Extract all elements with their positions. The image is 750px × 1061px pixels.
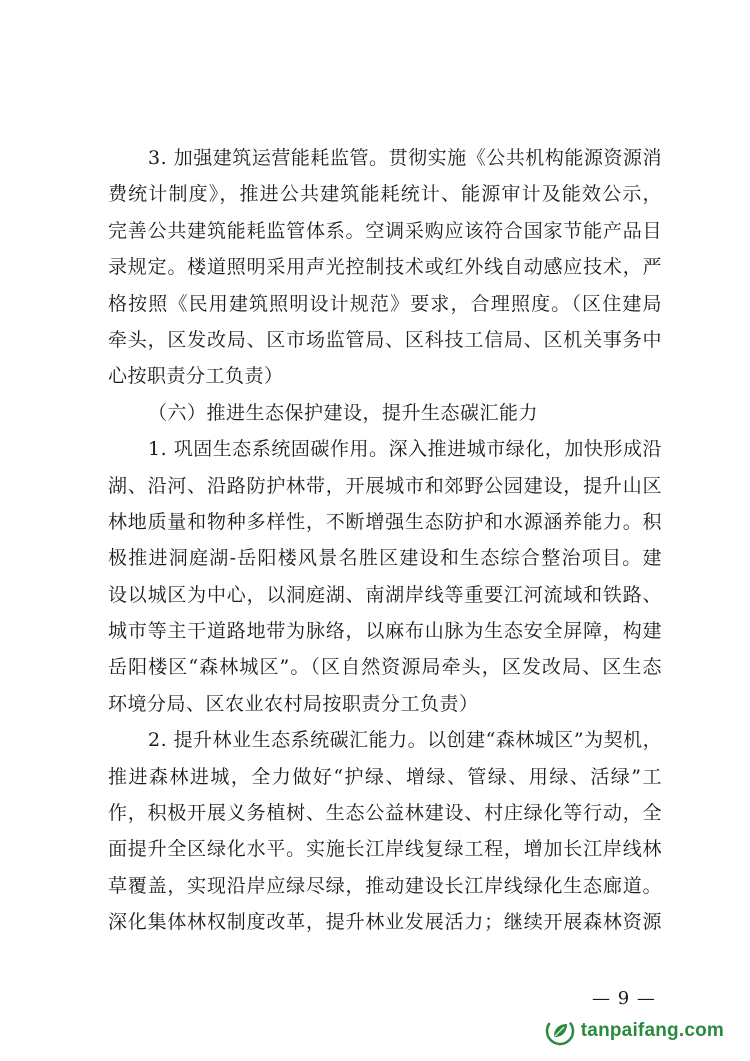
site-watermark[interactable] — [539, 1015, 734, 1047]
paragraph-line: 林地质量和物种多样性，不断增强生态防护和水源涵养能力。积 — [108, 510, 662, 533]
watermark-text: tanpaifang.com — [580, 1020, 724, 1041]
leaf-logo-icon — [545, 1016, 575, 1046]
document-body — [108, 140, 662, 941]
paragraph-line: 岳阳楼区“森林城区”。（区自然资源局牵头，区发改局、区生态 — [108, 656, 662, 679]
paragraph-line: 3. 加强建筑运营能耗监管。贯彻实施《公共机构能源资源消 — [148, 147, 662, 169]
page-number: — 9 — — [592, 988, 656, 1009]
paragraph-line: 湖、沿河、沿路防护林带，开展城市和郊野公园建设，提升山区 — [108, 474, 662, 497]
paragraph-line: 深化集体林权制度改革，提升林业发展活力；继续开展森林资源 — [108, 911, 662, 934]
paragraph-line: 极推进洞庭湖-岳阳楼风景名胜区建设和生态综合整治项目。建 — [108, 547, 662, 570]
paragraph-line: 草覆盖，实现沿岸应绿尽绿，推动建设长江岸线绿化生态廊道。 — [108, 874, 662, 897]
paragraph-line: 城市等主干道路地带为脉络，以麻布山脉为生态安全屏障，构建 — [108, 620, 662, 643]
section-heading: （六）推进生态保护建设，提升生态碳汇能力 — [148, 401, 539, 424]
paragraph-line: 格按照《民用建筑照明设计规范》要求，合理照度。（区住建局 — [108, 292, 662, 315]
paragraph-line: 推进森林进城，全力做好“护绿、增绿、管绿、用绿、活绿”工 — [108, 765, 662, 788]
paragraph-line: 环境分局、区农业农村局按职责分工负责） — [108, 692, 479, 715]
paragraph-line: 心按职责分工负责） — [108, 365, 284, 388]
paragraph-line: 2. 提升林业生态系统碳汇能力。以创建“森林城区”为契机， — [148, 729, 663, 752]
paragraph-line: 录规定。楼道照明采用声光控制技术或红外线自动感应技术，严 — [108, 256, 662, 279]
paragraph-line: 面提升全区绿化水平。实施长江岸线复绿工程，增加长江岸线林 — [108, 838, 662, 861]
paragraph-line: 设以城区为中心，以洞庭湖、南湖岸线等重要江河流域和铁路、 — [108, 583, 662, 606]
paragraph-line: 1. 巩固生态系统固碳作用。深入推进城市绿化，加快形成沿 — [148, 438, 662, 461]
paragraph-line: 作，积极开展义务植树、生态公益林建设、村庄绿化等行动，全 — [108, 802, 662, 825]
paragraph-line: 完善公共建筑能耗监管体系。空调采购应该符合国家节能产品目 — [108, 219, 662, 242]
paragraph-line: 费统计制度》，推进公共建筑能耗统计、能源审计及能效公示， — [108, 183, 662, 206]
paragraph-line: 牵头，区发改局、区市场监管局、区科技工信局、区机关事务中 — [108, 328, 662, 351]
